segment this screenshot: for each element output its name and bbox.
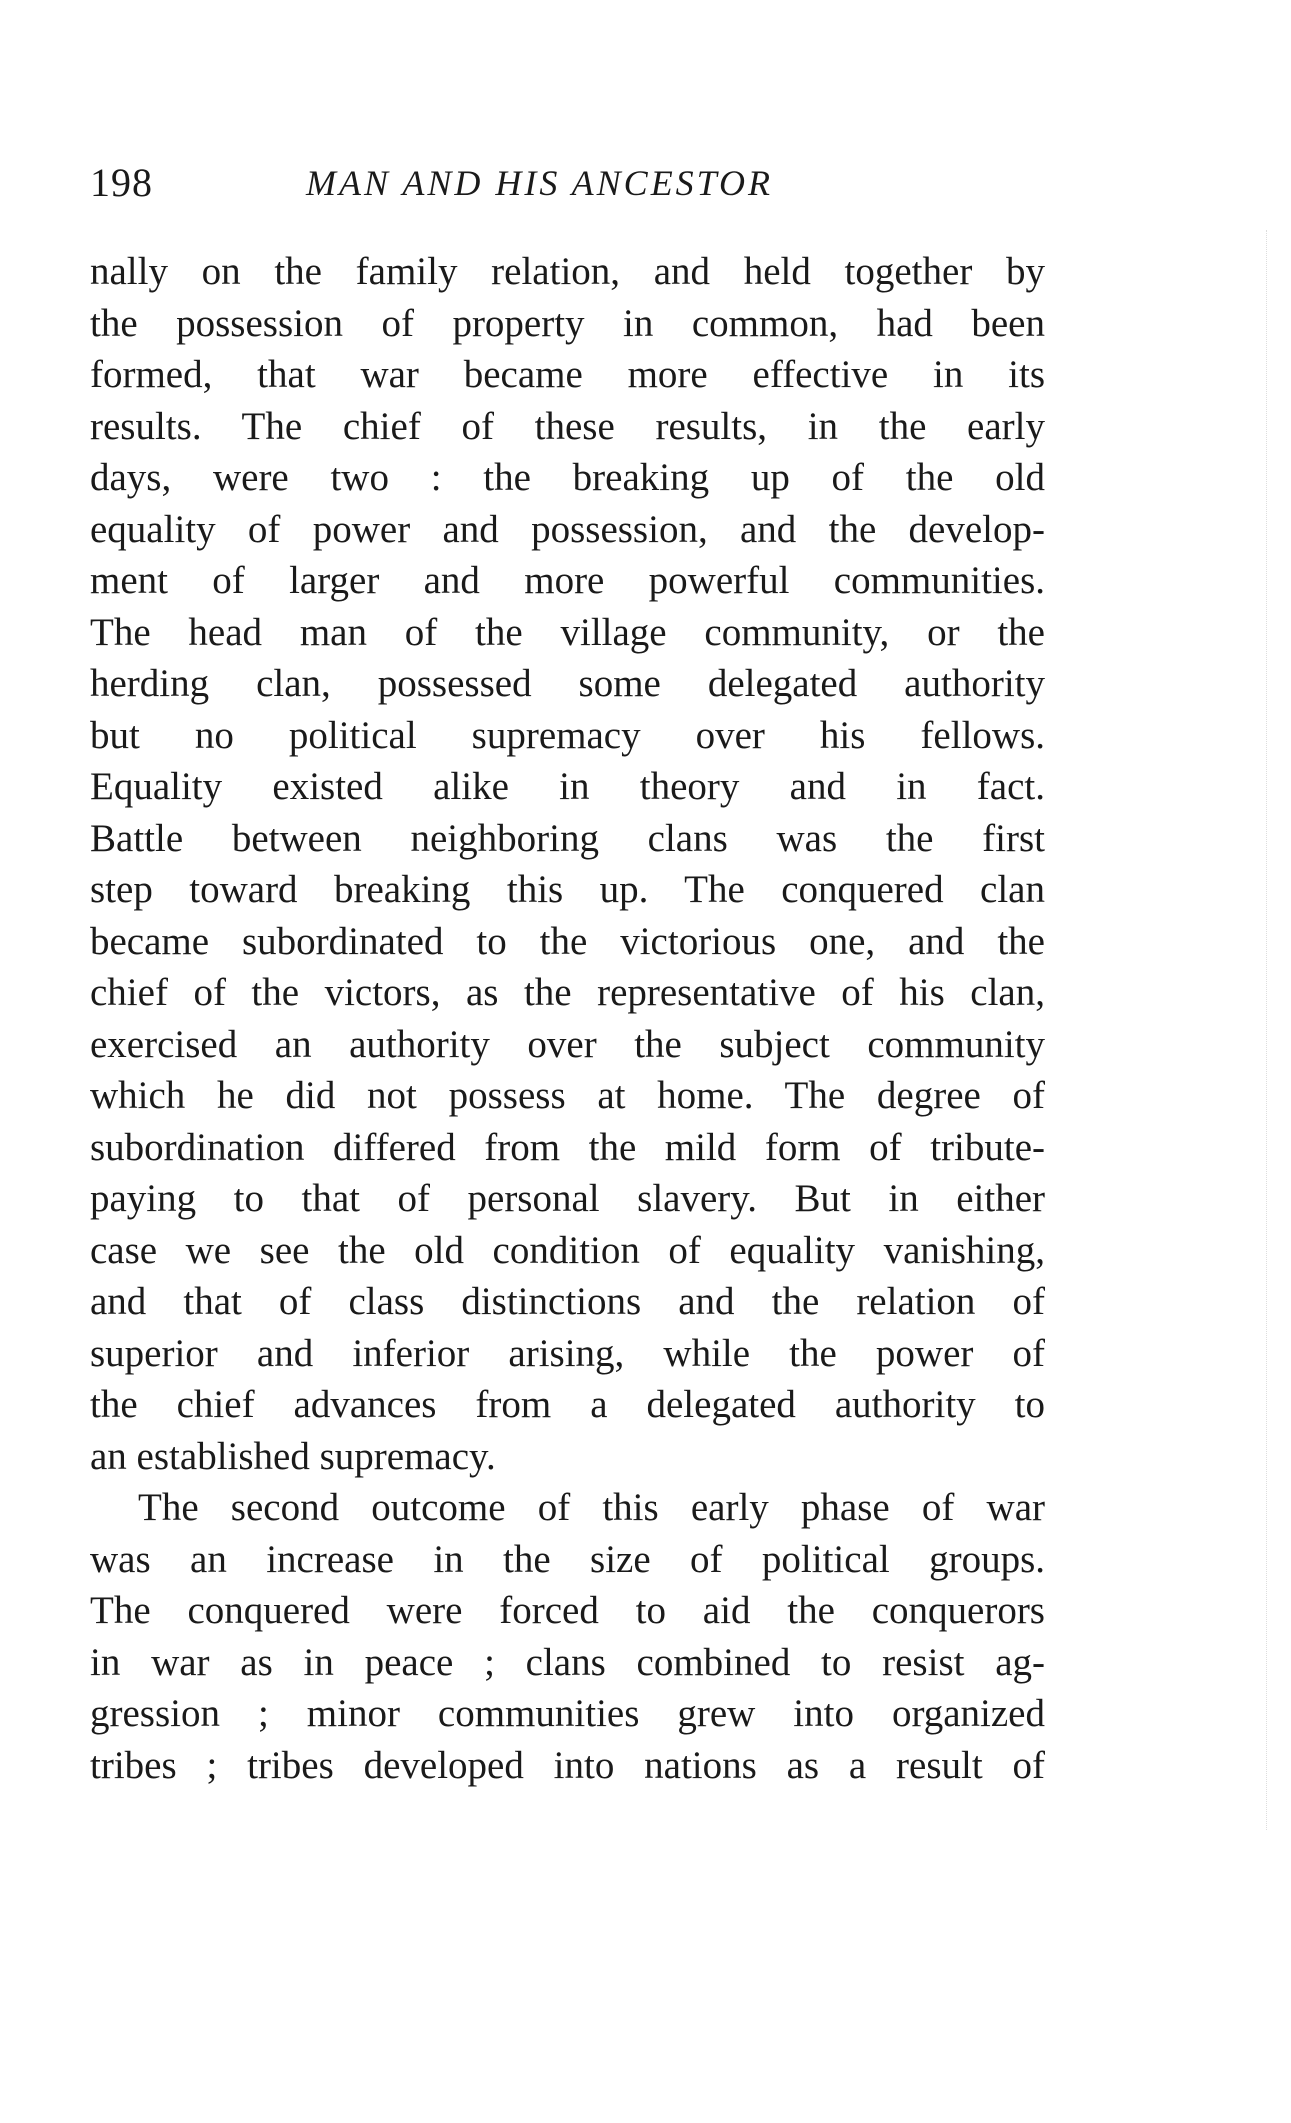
text-line: nally on the family relation, and held together by	[90, 250, 1045, 293]
text-line: Battle between neighboring clans was the first	[90, 816, 1045, 860]
text-line: herding clan, possessed some delegated authority	[90, 662, 1045, 705]
text-line: the chief advances from a delegated authority to	[90, 1383, 1045, 1426]
text-line: exercised an authority over the subject community	[90, 1022, 1045, 1066]
text-line: The second outcome of this early phase of war	[138, 1486, 1045, 1529]
text-line: case we see the old condition of equality vanishing,	[90, 1228, 1045, 1272]
text-line: The conquered were forced to aid the conquerors	[90, 1589, 1045, 1632]
text-line: days, were two : the breaking up of the old	[90, 456, 1045, 499]
text-line: paying to that of personal slavery. But in either	[90, 1177, 1045, 1220]
text-line: Equality existed alike in theory and in fact.	[90, 765, 1045, 808]
text-line: step toward breaking this up. The conquered clan	[90, 868, 1045, 911]
text-line: was an increase in the size of political groups.	[90, 1537, 1045, 1581]
page-edge-specks	[1266, 230, 1271, 1830]
text-line: an established supremacy.	[90, 1434, 496, 1478]
text-line: subordination differed from the mild form of tribute-	[90, 1125, 1045, 1169]
text-line: and that of class distinctions and the relation of	[90, 1280, 1045, 1323]
text-line: equality of power and possession, and the develop-	[90, 507, 1045, 551]
page-header	[90, 158, 1045, 208]
text-line: in war as in peace ; clans combined to resist ag-	[90, 1640, 1045, 1684]
text-line: chief of the victors, as the representative of his clan,	[90, 971, 1045, 1014]
text-line: superior and inferior arising, while the power of	[90, 1331, 1045, 1375]
text-line: the possession of property in common, had been	[90, 301, 1045, 345]
text-line: tribes ; tribes developed into nations as a result of	[90, 1743, 1045, 1787]
text-line: formed, that war became more effective in its	[90, 353, 1045, 396]
text-line: became subordinated to the victorious one, and the	[90, 919, 1045, 963]
page-number: 198	[90, 160, 153, 205]
body-text	[90, 246, 1045, 1791]
running-title: MAN AND HIS ANCESTOR	[306, 163, 774, 203]
text-line: results. The chief of these results, in the early	[90, 404, 1045, 448]
text-line: gression ; minor communities grew into organized	[90, 1692, 1045, 1735]
text-line: which he did not possess at home. The degree of	[90, 1074, 1045, 1117]
text-line: but no political supremacy over his fellows.	[90, 713, 1045, 757]
text-line: ment of larger and more powerful communities.	[90, 559, 1045, 602]
text-line: The head man of the village community, or the	[90, 610, 1045, 654]
